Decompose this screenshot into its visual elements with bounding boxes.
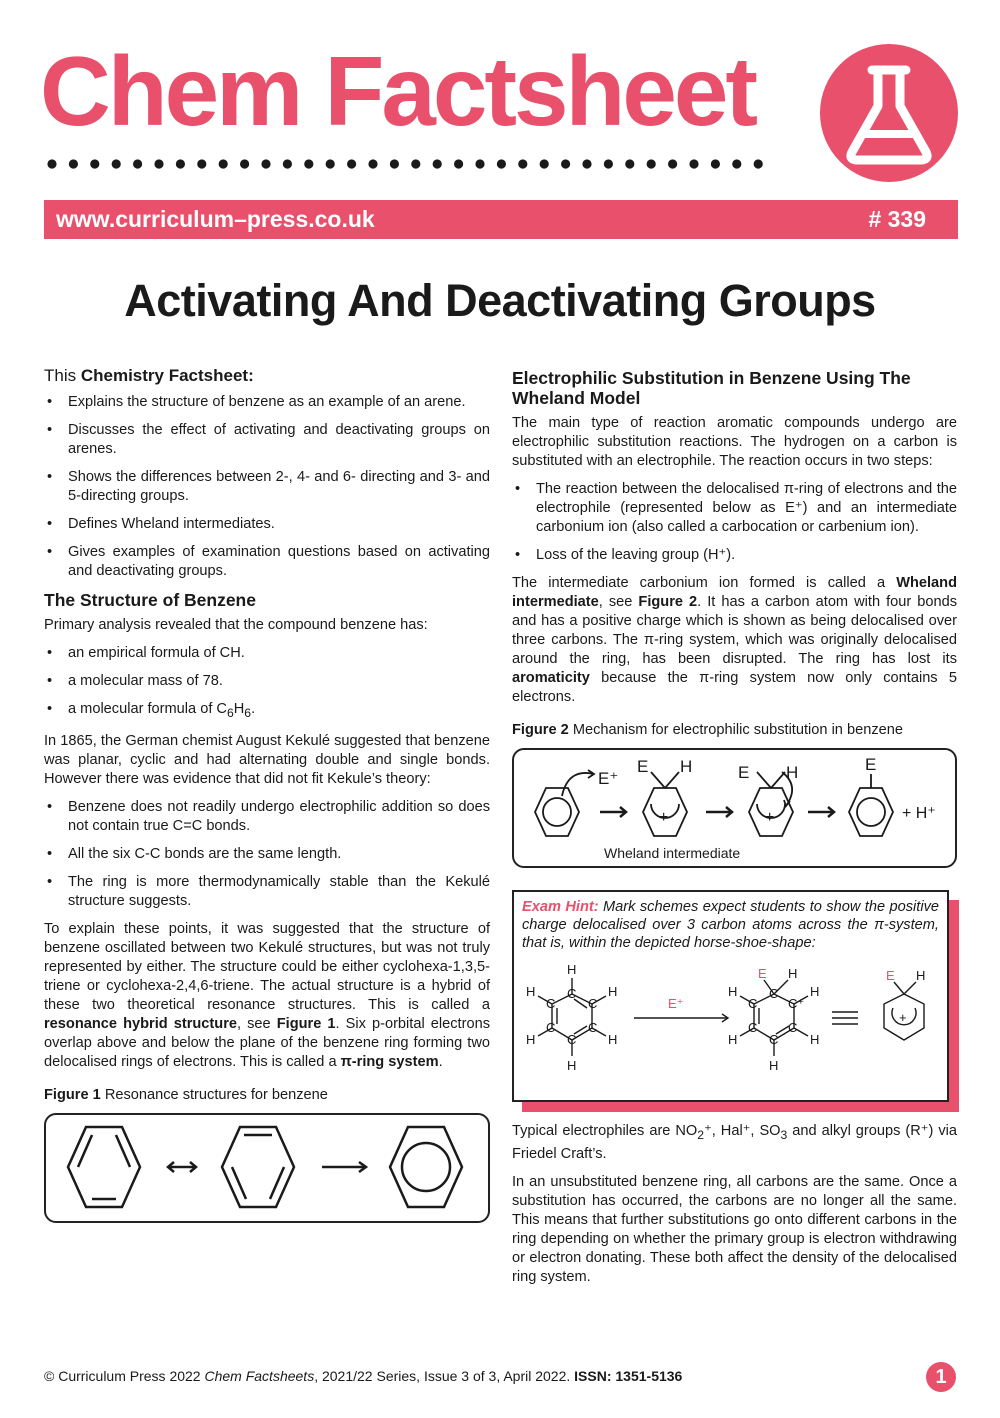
flask-icon	[820, 44, 958, 182]
structure-lead: Primary analysis revealed that the compound benzene has:	[44, 617, 428, 633]
atom-label: E	[886, 968, 895, 983]
atom-label: C	[546, 996, 556, 1011]
atom-label: H	[728, 1032, 738, 1047]
atom-label: E	[758, 966, 767, 981]
decorative-dot	[47, 159, 56, 168]
list-item: • The ring is more thermodynamically stable than the Kekulé structure suggests.	[44, 873, 490, 911]
explain-paragraph: To explain these points, it was suggested that the structure of benzene oscillated between two Kekulé structures, but was not truly represented by either. The structure could be either cyclohexa-1,3,5-triene or cyclohexa-2,4,6-triene. The actual structure is a hybrid of these two theoretical resonance structures. This is called a resonance hybrid structure, see Figure 1. Six p-orbital electrons overlap above and below the plane of the benzene ring forming two delocalised rings of electrons. This is called a π-ring system.	[44, 920, 490, 1070]
electrophile-label: E⁺	[598, 769, 619, 788]
right-column	[512, 366, 957, 1296]
benzene-resonance-diagram	[46, 1115, 488, 1221]
list-item: • an empirical formula of CH.	[44, 644, 490, 663]
decorative-dot	[197, 159, 206, 168]
atom-label: H	[680, 757, 693, 776]
atom-label: H	[769, 1058, 779, 1073]
atom-label: E	[865, 755, 877, 774]
electrophile-label: E⁺	[668, 996, 684, 1011]
wheland-label: Wheland intermediate	[604, 845, 741, 861]
decorative-dot	[283, 159, 292, 168]
figure-1-caption: Figure 1 Resonance structures for benzene	[44, 1086, 328, 1103]
atom-label: H	[728, 984, 738, 999]
decorative-dot	[454, 159, 463, 168]
atom-label: C	[588, 996, 598, 1011]
dotted-rule	[46, 158, 766, 170]
hplus-label: + H⁺	[902, 805, 936, 822]
atom-label: H	[608, 984, 618, 999]
decorative-dot	[668, 159, 677, 168]
atom-label: H	[526, 984, 536, 999]
atom-label: H	[788, 966, 798, 981]
site-url[interactable]: www.curriculum–press.co.uk	[56, 206, 375, 232]
hint-diagram	[522, 952, 942, 1092]
atom-label: H	[567, 1058, 577, 1073]
decorative-dot	[368, 159, 377, 168]
decorative-dot	[475, 159, 484, 168]
list-item: • Defines Wheland intermediates.	[44, 515, 490, 534]
decorative-dot	[176, 159, 185, 168]
decorative-dot	[261, 159, 270, 168]
left-column	[44, 366, 490, 1223]
electrophiles-paragraph: Typical electrophiles are $NO_2^+$, Hal⁺, $SO_3$ and alkyl groups (R⁺) via Friedel Craft’s.	[512, 1123, 958, 1162]
paragraph: The main type of reaction aromatic compounds undergo are electrophilic substitution reactions. The hydrogen on a carbon is substituted with an electrophile. The reaction occurs in two steps:	[512, 415, 957, 469]
brand-title: Chem Factsheet	[40, 36, 756, 146]
decorative-dot	[754, 159, 763, 168]
kekule-paragraph: In 1865, the German chemist August Kekulé suggested that benzene was planar, cyclic and had alternating double and single bonds. However there was evidence that did not fit Kekule’s theory:	[44, 732, 490, 787]
decorative-dot	[240, 159, 249, 168]
decorative-dot	[219, 159, 228, 168]
list-item: • All the six C-C bonds are the same length.	[44, 845, 490, 864]
decorative-dot	[732, 159, 741, 168]
decorative-dot	[625, 159, 634, 168]
decorative-dot	[390, 159, 399, 168]
decorative-dot	[711, 159, 720, 168]
decorative-dot	[154, 159, 163, 168]
steps-list	[512, 480, 957, 565]
decorative-dot	[112, 159, 121, 168]
substitution-paragraph: In an unsubstituted benzene ring, all carbons are the same. Once a substitution has occurred, the carbons are no longer all the same. This means that further substitutions go onto different carbons in the ring depending on whether the primary group is electron withdrawing or electron donating. These both affect the density of the delocalised ring system.	[512, 1173, 957, 1285]
list-item: • Explains the structure of benzene as an example of an arene.	[44, 393, 490, 412]
flask-badge	[820, 44, 958, 182]
decorative-dot	[69, 159, 78, 168]
atom-label: C	[769, 986, 779, 1001]
intro-list	[44, 393, 490, 581]
decorative-dot	[540, 159, 549, 168]
atom-label: H	[526, 1032, 536, 1047]
list-item: • Benzene does not readily undergo electrophilic addition so does not contain true C=C bonds.	[44, 798, 490, 836]
charge-label: +	[765, 809, 775, 826]
atom-label: H	[810, 1032, 820, 1047]
section-heading-structure: The Structure of Benzene	[44, 590, 256, 610]
mechanism-diagram	[514, 750, 955, 866]
decorative-dot	[411, 159, 420, 168]
decorative-dot	[689, 159, 698, 168]
evidence-list	[44, 798, 490, 911]
wheland-paragraph: The intermediate carbonium ion formed is called a Wheland intermediate, see Figure 2. It has a carbon atom with four bonds and has a positive charge which is shown as being delocalised over three carbons. The π-ring system, which was originally delocalised around the ring, has been disrupted. The ring has lost its aromaticity because the π-ring system now only contains 5 electrons.	[512, 575, 957, 705]
charge-label: +	[659, 809, 669, 826]
footer: © Curriculum Press 2022 Chem Factsheets, 2021/22 Series, Issue 3 of 3, April 2022. ISSN: 1351-5136	[44, 1368, 683, 1384]
list-item: • The reaction between the delocalised π-ring of electrons and the electrophile (represented below as E⁺) and an intermediate carbonium ion (also called a carbocation or carbenium ion).	[512, 480, 957, 537]
atom-label: H	[810, 984, 820, 999]
decorative-dot	[90, 159, 99, 168]
section-heading-wheland: Electrophilic Substitution in Benzene Using The Wheland Model	[512, 368, 911, 408]
exam-hint	[512, 890, 957, 1112]
atom-label: H	[786, 763, 799, 782]
atom-label: E	[738, 763, 750, 782]
decorative-dot	[647, 159, 656, 168]
page-number: 1	[926, 1362, 956, 1392]
intro-line: This Chemistry Factsheet:	[44, 366, 254, 385]
structure-list	[44, 644, 490, 723]
list-item: • a molecular mass of 78.	[44, 672, 490, 691]
decorative-dot	[304, 159, 313, 168]
decorative-dot	[133, 159, 142, 168]
decorative-dot	[561, 159, 570, 168]
list-item: • Loss of the leaving group (H⁺).	[512, 546, 957, 565]
figure-1-box	[44, 1113, 490, 1223]
atom-label: C	[788, 1020, 798, 1035]
decorative-dot	[433, 159, 442, 168]
hint-text: Exam Hint: Mark schemes expect students to show the positive charge delocalised over 3 carbon atoms across the π-system, that is, within the depicted horse-shoe-shape:	[522, 899, 939, 951]
list-item: • Discusses the effect of activating and deactivating groups on arenes.	[44, 421, 490, 459]
list-item: • Gives examples of examination questions based on activating and deactivating groups.	[44, 543, 490, 581]
charge-label: +	[899, 1010, 907, 1025]
atom-label: H	[567, 962, 577, 977]
atom-label: C	[588, 1020, 598, 1035]
atom-label: C	[567, 986, 577, 1001]
decorative-dot	[518, 159, 527, 168]
list-item: • a molecular formula of $C_6H_6$.	[44, 700, 490, 723]
atom-label: C	[748, 1020, 758, 1035]
page-title: Activating And Deactivating Groups	[124, 275, 876, 326]
atom-label: E	[637, 757, 649, 776]
atom-label: C⁺	[788, 996, 805, 1011]
decorative-dot	[604, 159, 613, 168]
decorative-dot	[326, 159, 335, 168]
decorative-dot	[582, 159, 591, 168]
decorative-dot	[497, 159, 506, 168]
atom-label: H	[608, 1032, 618, 1047]
list-item: • Shows the differences between 2-, 4- and 6- directing and 3- and 5-directing groups.	[44, 468, 490, 506]
figure-2-box	[512, 748, 957, 868]
atom-label: H	[916, 968, 926, 983]
atom-label: C	[567, 1032, 577, 1047]
url-bar	[44, 200, 958, 239]
atom-label: C	[769, 1032, 779, 1047]
issue-number: # 339	[868, 206, 926, 232]
figure-2-caption: Figure 2 Mechanism for electrophilic substitution in benzene	[512, 722, 903, 738]
decorative-dot	[347, 159, 356, 168]
hint-box	[512, 890, 949, 1102]
atom-label: C	[546, 1020, 556, 1035]
atom-label: C	[748, 996, 758, 1011]
